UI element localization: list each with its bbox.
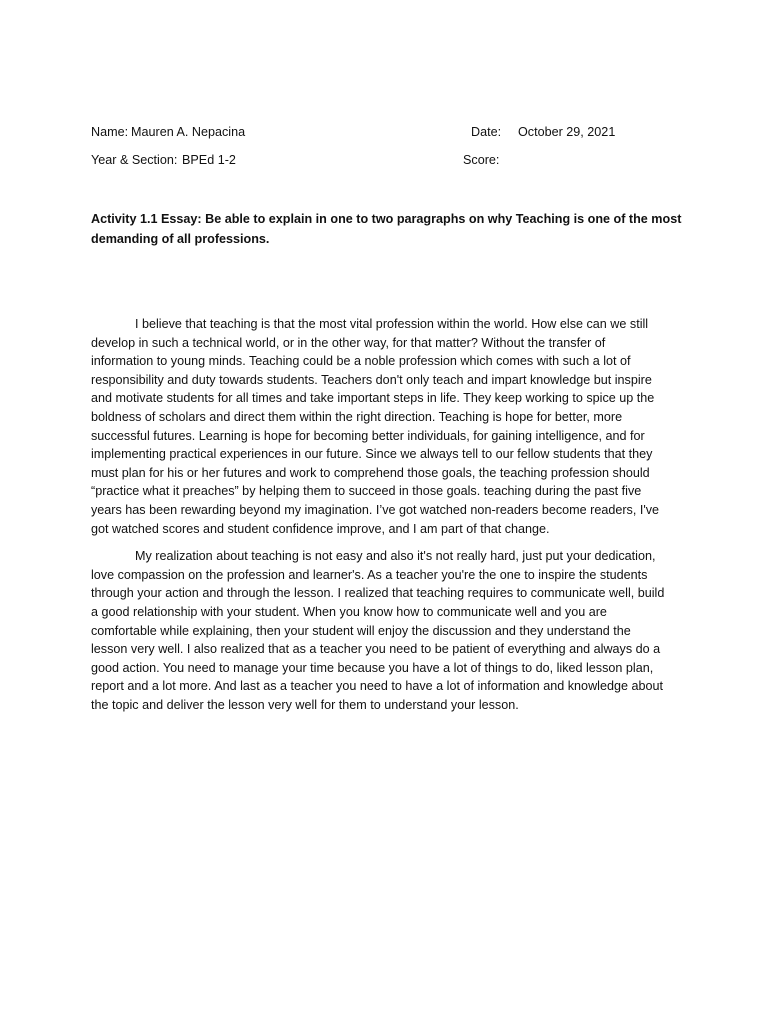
- essay-line: implementing practical experiences in our future. Since we always tell to our fellow students that they: [91, 447, 653, 462]
- essay-body: [91, 315, 679, 714]
- essay-paragraph-1: [91, 315, 679, 538]
- name-label: Name:: [91, 125, 129, 139]
- essay-line: responsibility and duty towards students. Teachers don't only teach and impart knowledge but inspire: [91, 372, 652, 387]
- essay-line: comfortable while explaining, then your student will enjoy the discussion and they understand the: [91, 623, 631, 638]
- essay-line: report and a lot more. And last as a teacher you need to have a lot of information and knowledge about: [91, 679, 663, 694]
- essay-line: My realization about teaching is not easy and also it's not really hard, just put your dedication,: [135, 549, 656, 564]
- activity-prompt: [91, 209, 682, 249]
- name-value: Mauren A. Nepacina: [131, 125, 246, 139]
- prompt-line: demanding of all professions.: [91, 232, 270, 246]
- essay-line: “practice what it preaches” by helping them to succeed in those goals. teaching during the past five: [91, 484, 642, 499]
- essay-line: a good relationship with your student. When you know how to communicate well and you are: [91, 604, 607, 619]
- section-value: BPEd 1-2: [182, 153, 236, 167]
- essay-paragraph-2: [91, 547, 679, 714]
- essay-line: love compassion on the profession and learner's. As a teacher you're the one to inspire the students: [91, 567, 648, 582]
- prompt-line: Activity 1.1 Essay: Be able to explain in one to two paragraphs on why Teaching is one of the most: [91, 212, 682, 226]
- essay-line: got watched scores and student confidence improve, and I am part of that change.: [91, 521, 550, 536]
- essay-line: successful futures. Learning is hope for becoming better individuals, for gaining intelligence, and for: [91, 428, 645, 443]
- essay-line: years has been rewarding beyond my imagination. I’ve got watched non-readers become readers, I've: [91, 502, 660, 517]
- essay-line: information to young minds. Teaching could be a noble profession which comes with such a lot of: [91, 354, 631, 369]
- essay-line: I believe that teaching is that the most vital profession within the world. How else can we still: [135, 317, 649, 331]
- essay-line: good action. You need to manage your time because you have a lot of things to do, liked lesson plan,: [91, 660, 654, 675]
- score-label: Score:: [463, 153, 500, 167]
- section-label: Year & Section:: [91, 153, 178, 167]
- essay-line: through your action and through the lesson. I realized that teaching requires to communicate well, build: [91, 586, 665, 601]
- essay-line: the topic and deliver the lesson very well for them to understand your lesson.: [91, 697, 519, 712]
- essay-line: and motivate students for all times and take important steps in life. They keep working to spice up the: [91, 391, 655, 406]
- essay-line: lesson very well. I also realized that as a teacher you need to be patient of everything and always do a: [91, 642, 661, 657]
- essay-line: boldness of scholars and direct them within the right direction. Teaching is hope for better, more: [91, 409, 623, 424]
- date-value: October 29, 2021: [518, 125, 616, 139]
- date-label: Date:: [471, 125, 502, 139]
- essay-line: develop in such a technical world, or in the other way, for that matter? Without the transfer of: [91, 335, 606, 350]
- essay-line: must plan for his or her futures and work to comprehend those goals, the teaching profession should: [91, 465, 650, 480]
